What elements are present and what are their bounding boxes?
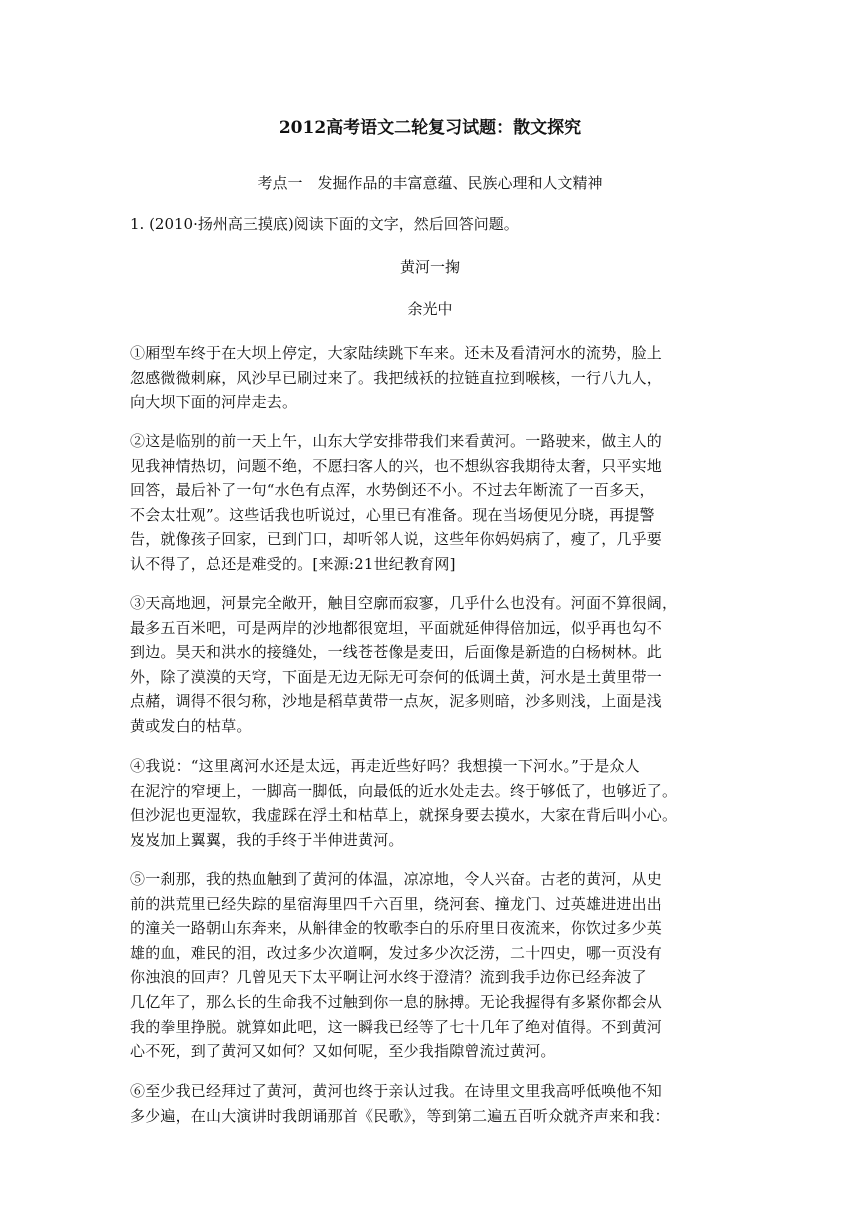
paragraph-line: 向大坝下面的河岸走去。 — [130, 393, 298, 412]
paragraph-line: 外，除了漠漠的天穹，下面是无边无际无可奈何的低调土黄，河水是土黄里带一 — [130, 667, 663, 686]
essay-author: 余光中 — [407, 300, 453, 318]
paragraph-line: 岌岌加上翼翼，我的手终于半伸进黄河。 — [130, 830, 404, 849]
paragraph-4 — [130, 754, 740, 852]
paragraph-line: ③天高地迥，河景完全敞开，触目空廓而寂寥，几乎什么也没有。河面不算很阔， — [130, 594, 678, 612]
paragraph-line: 认不得了，总还是难受的。[来源:21世纪教育网] — [130, 554, 456, 573]
paragraph-6 — [130, 1079, 740, 1128]
paragraph-line: 告，就像孩子回家，已到门口，却听邻人说，这些年你妈妈病了，瘦了，几乎要 — [130, 530, 663, 549]
paragraph-line: ①厢型车终于在大坝上停定，大家陆续跳下车来。还未及看清河水的流势，脸上 — [130, 344, 663, 362]
paragraph-line: 忽感微微刺麻，风沙早已刷过来了。我把绒袄的拉链直拉到喉核，一行八九人， — [130, 368, 663, 387]
paragraph-line: 你浊浪的回声？几曾见天下太平啊让河水终于澄清？流到我手边你已经奔波了 — [130, 968, 647, 987]
paragraph-line: ⑥至少我已经拜过了黄河，黄河也终于亲认过我。在诗里文里我高呼低唤他不知 — [130, 1082, 663, 1100]
paragraph-line: 几亿年了，那么长的生命我不过触到你一息的脉搏。无论我握得有多紧你都会从 — [130, 992, 663, 1011]
paragraph-5 — [130, 867, 740, 1064]
document-title: 2012高考语文二轮复习试题：散文探究 — [278, 118, 582, 138]
paragraph-line: 我的拳里挣脱。就算如此吧，这一瞬我已经等了七十几年了绝对值得。不到黄河 — [130, 1017, 663, 1036]
section-heading: 考点一 发掘作品的丰富意蕴、民族心理和人文精神 — [257, 174, 603, 192]
paragraph-line: 点赭，调得不很匀称，沙地是稻草黄带一点灰，泥多则暗，沙多则浅，上面是浅 — [130, 692, 663, 711]
question-prompt: 1. (2010·扬州高三摸底)阅读下面的文字，然后回答问题。 — [130, 215, 519, 233]
paragraph-line: 不会太壮观”。这些话我也听说过，心里已有准备。现在当场便见分晓，再提警 — [130, 505, 655, 524]
paragraph-line: 前的洪荒里已经失踪的星宿海里四千六百里，绕河套、撞龙门、过英雄进进出出 — [130, 894, 663, 913]
paragraph-line: 雄的血，难民的泪，改过多少次道啊，发过多少次泛涝，二十四史，哪一页没有 — [130, 943, 663, 962]
paragraph-2 — [130, 429, 740, 577]
paragraph-line: 到边。昊天和洪水的接缝处，一线苍苍像是麦田，后面像是新造的白杨树林。此 — [130, 643, 663, 662]
paragraph-line: 在泥泞的窄埂上，一脚高一脚低，向最低的近水处走去。终于够低了，也够近了。 — [130, 781, 678, 800]
paragraph-line: 黄或发白的枯草。 — [130, 716, 252, 735]
paragraph-line: 最多五百米吧，可是两岸的沙地都很宽坦，平面就延伸得倍加远，似乎再也勾不 — [130, 618, 663, 637]
paragraph-line: 的潼关一路朝山东奔来，从斛律金的牧歌李白的乐府里日夜流来，你饮过多少英 — [130, 919, 663, 938]
paragraph-line: 但沙泥也更湿软，我虚踩在浮土和枯草上，就探身要去摸水，大家在背后叫小心。 — [130, 806, 678, 825]
paragraph-line: ⑤一刹那，我的热血触到了黄河的体温，凉凉地，令人兴奋。古老的黄河，从史 — [130, 870, 663, 888]
paragraph-1 — [130, 341, 740, 415]
paragraph-line: 回答，最后补了一句“水色有点浑，水势倒还不小。不过去年断流了一百多天， — [130, 481, 655, 500]
paragraph-line: 见我神情热切，问题不绝，不愿扫客人的兴，也不想纵容我期待太奢，只平实地 — [130, 456, 663, 475]
essay-title: 黄河一掬 — [399, 258, 460, 276]
paragraph-line: ②这是临别的前一天上午，山东大学安排带我们来看黄河。一路驶来，做主人的 — [130, 432, 663, 450]
paragraph-line: ④我说：“这里离河水还是太远，再走近些好吗？我想摸一下河水。”于是众人 — [130, 757, 640, 775]
paragraph-line: 心不死，到了黄河又如何？又如何呢，至少我指隙曾流过黄河。 — [130, 1042, 556, 1061]
paragraph-line: 多少遍，在山大演讲时我朗诵那首《民歌》，等到第二遍五百听众就齐声来和我： — [130, 1106, 670, 1125]
paragraph-3 — [130, 591, 740, 739]
